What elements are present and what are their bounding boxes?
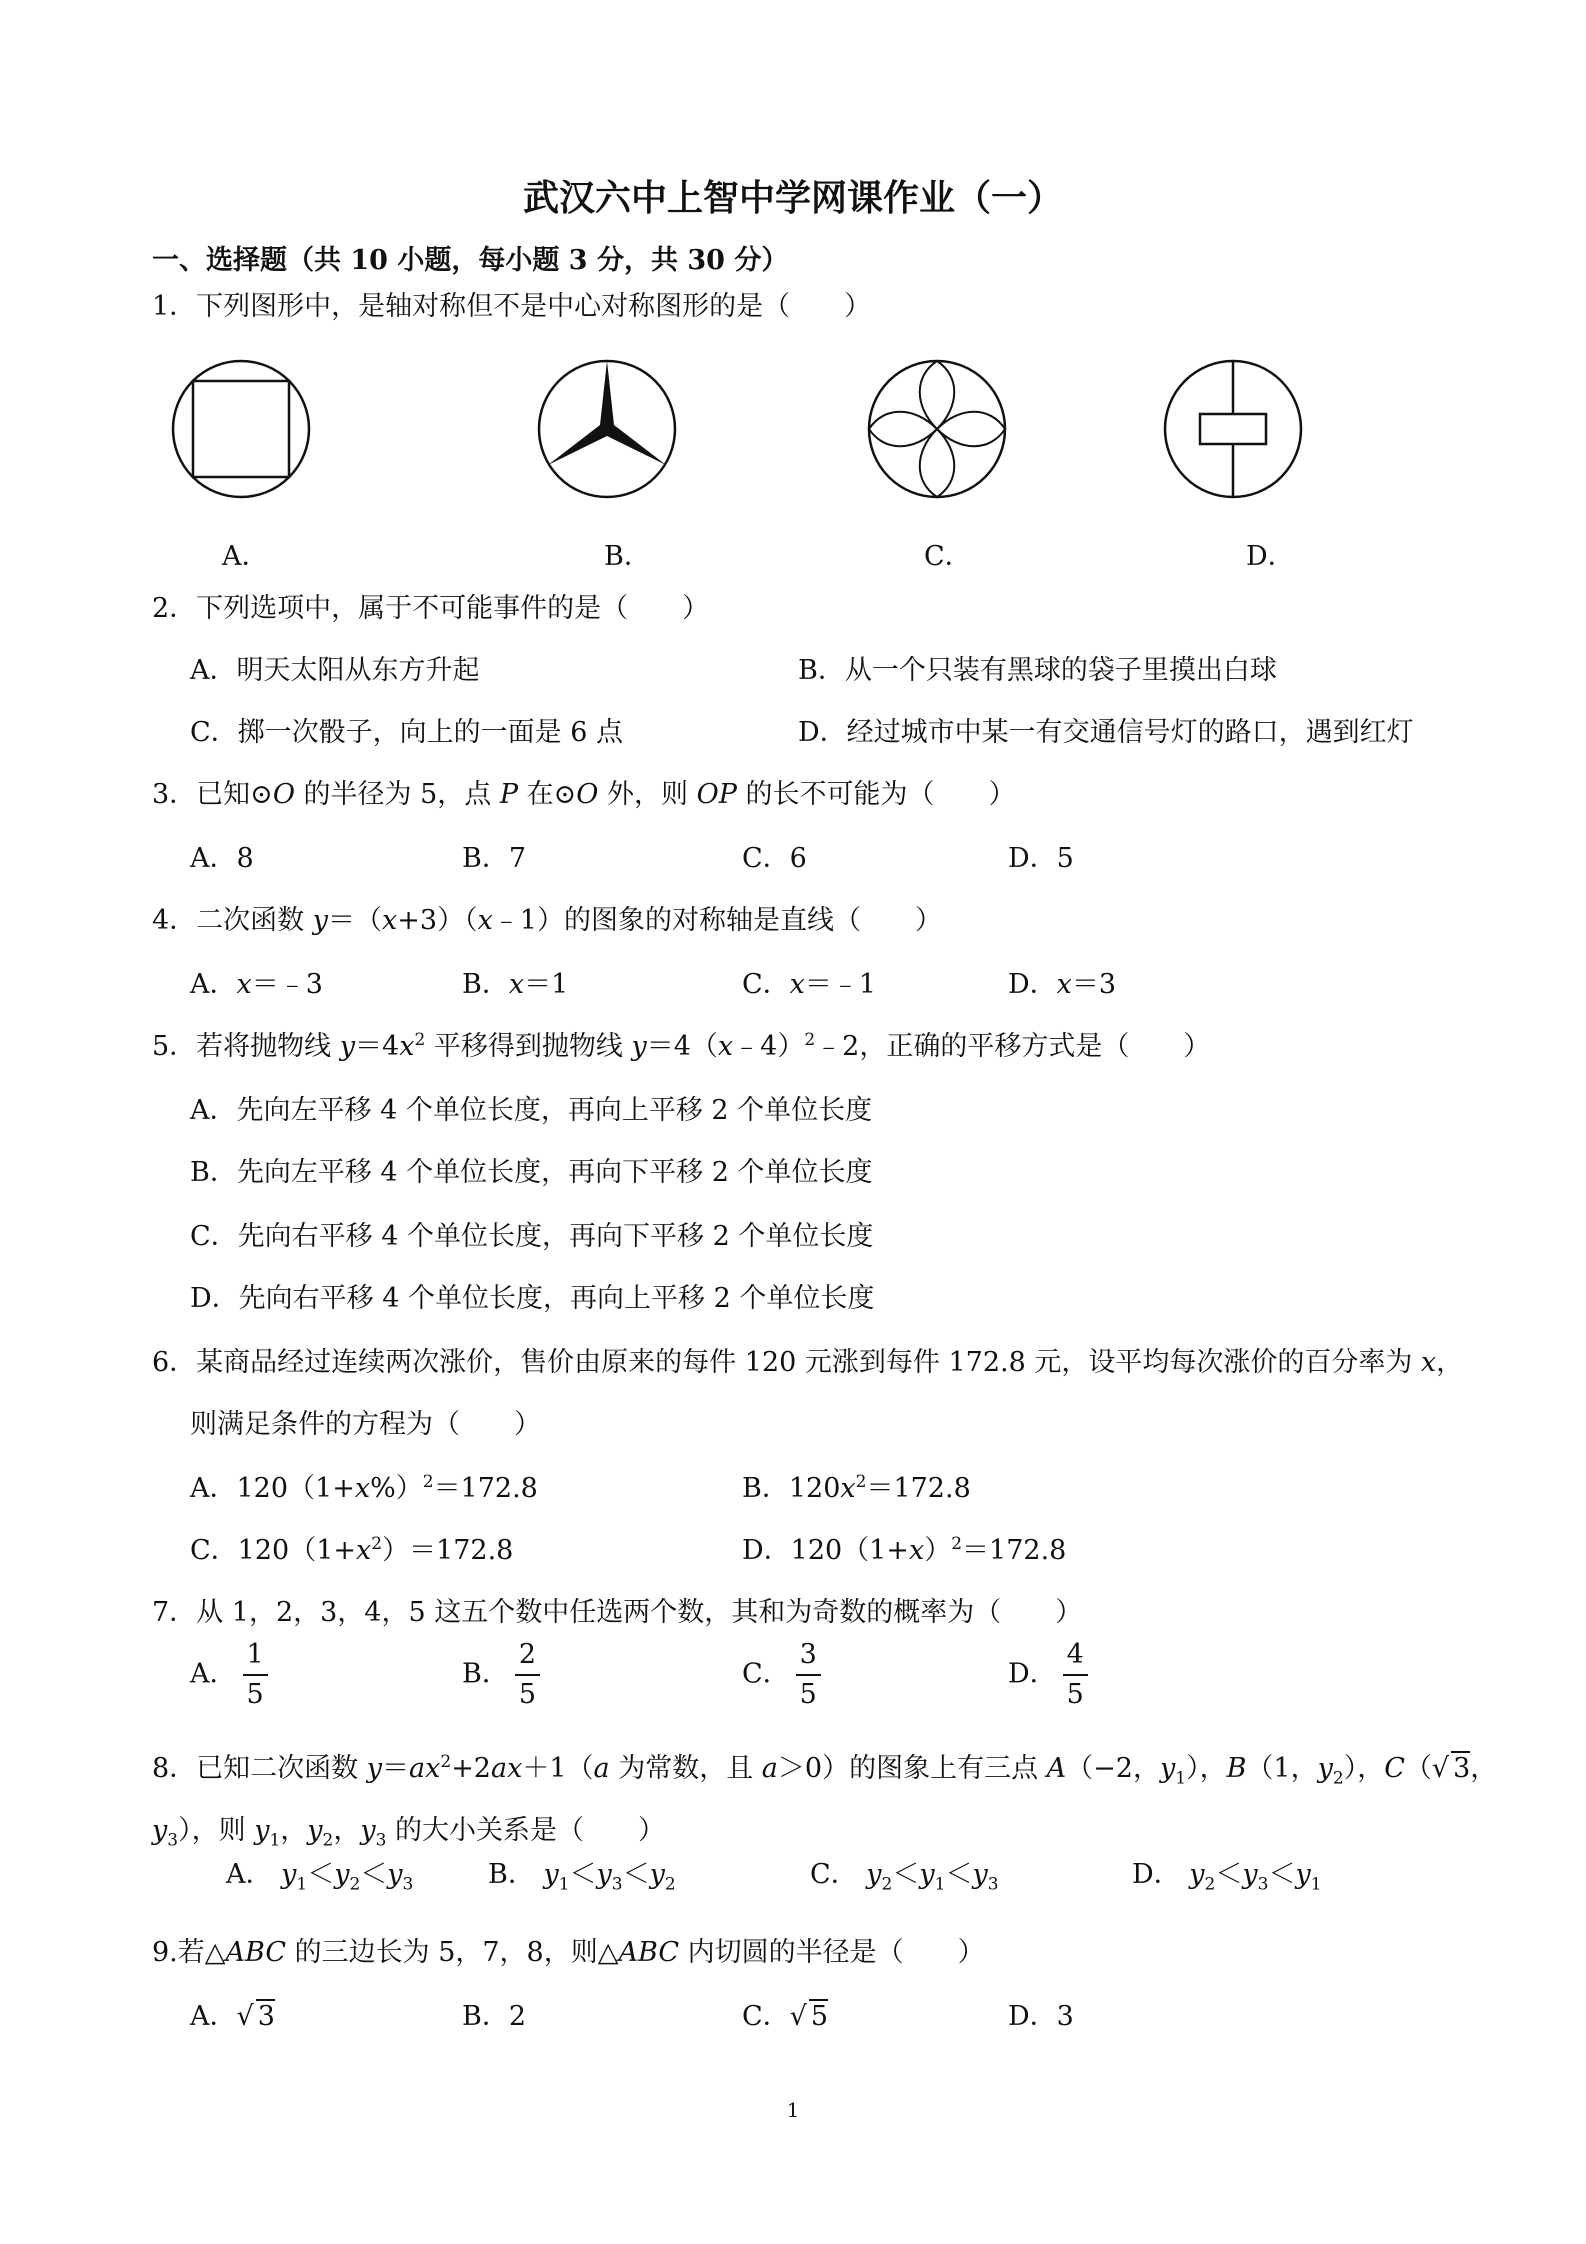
question-7-option-c: C． $\frac{3}{5}$ [742,1636,821,1714]
square-root: √ 3 [236,2001,275,2032]
question-8-stem-line-1: 8．已知二次函数 $y=ax^2+2ax+1(a$ 为常数，且 a＞0）的图象上有三点 A（−2，$y_1$），B（1，$y_2$），C（√ 3， [152,1752,1498,1789]
page-title: 武汉六中上智中学网课作业（一） [522,177,1063,219]
question-4-stem: 4．二次函数 y＝（x+3）（x﹣1）的图象的对称轴是直线（ ） [152,905,942,936]
figure-c-circle-petals [864,356,1010,502]
question-5-option-b: B．先向左平移 4 个单位长度，再向下平移 2 个单位长度 [190,1157,873,1188]
question-6-option-d: D．$120(1+x)^2=172.8$ [742,1534,1067,1566]
question-9-option-c: C．√ 5 [742,2001,829,2032]
question-4-option-c: C．x＝﹣1 [742,969,877,1000]
question-6-stem-line-2: 则满足条件的方程为（ ） [190,1409,541,1440]
question-5-option-c: C．先向右平移 4 个单位长度，再向下平移 2 个单位长度 [190,1221,874,1252]
question-2-option-a: A．明天太阳从东方升起 [190,655,480,686]
question-3-option-c: C．6 [742,843,807,874]
question-3-option-b: B．7 [462,843,527,874]
question-8-option-a: A． $y_1<y_2<y_3$ [226,1859,414,1895]
question-9-stem: 9.若△ABC 的三边长为 5，7，8，则△ABC 内切圆的半径是（ ） [152,1937,985,1968]
question-3-option-d: D．5 [1008,843,1074,874]
question-7-option-d: D． $\frac{4}{5}$ [1008,1636,1088,1714]
question-7-stem: 7．从 1，2，3，4，5 这五个数中任选两个数，其和为奇数的概率为（ ） [152,1597,1083,1628]
question-4-option-a: A．x＝﹣3 [190,969,323,1000]
question-8-option-d: D． $y_2<y_3<y_1$ [1132,1859,1322,1895]
fraction: $\frac{4}{5}$ [1063,1636,1088,1714]
question-2-option-d: D．经过城市中某一有交通信号灯的路口，遇到红灯 [798,717,1414,748]
fraction: $\frac{1}{5}$ [243,1636,268,1714]
question-7-option-a: A． $\frac{1}{5}$ [190,1636,268,1714]
figure-d-circle-rectangle [1160,356,1306,502]
question-9-option-b: B．2 [462,2001,527,2032]
question-5-stem: 5．若将抛物线 $y=4x^2$ 平移得到抛物线 y＝4（x﹣4）$^2$﹣2，正确的平移方式是（ ） [152,1030,1211,1062]
square-root: √ 3 [1431,1753,1471,1784]
question-1-stem: 1．下列图形中，是轴对称但不是中心对称图形的是（ ） [152,291,872,322]
question-2-stem: 2．下列选项中，属于不可能事件的是（ ） [152,593,710,624]
question-5-option-a: A．先向左平移 4 个单位长度，再向上平移 2 个单位长度 [190,1095,873,1126]
fraction: $\frac{2}{5}$ [515,1636,540,1714]
question-6-option-b: B．$120x^2=172.8$ [742,1472,971,1504]
question-8-option-c: C． $y_2<y_1<y_3$ [810,1859,999,1895]
square-root: √ 5 [789,2001,829,2032]
question-5-option-d: D．先向右平移 4 个单位长度，再向上平移 2 个单位长度 [190,1283,875,1314]
fraction: $\frac{3}{5}$ [796,1636,821,1714]
figure-a-circle-square [168,356,314,502]
question-3-stem: 3．已知⊙O 的半径为 5，点 P 在⊙O 外，则 OP 的长不可能为（ ） [152,779,1016,810]
question-6-stem-line-1: 6．某商品经过连续两次涨价，售价由原来的每件 120 元涨到每件 172.8 元，设平均每次涨价的百分率为 x， [152,1347,1464,1378]
question-2-option-b: B．从一个只装有黑球的袋子里摸出白球 [798,655,1277,686]
question-6-option-c: C．$120(1+x^2)=172.8$ [190,1534,514,1566]
figure-label-d: D． [1246,541,1295,572]
figure-b-circle-star [534,356,680,502]
question-9-option-d: D．3 [1008,2001,1074,2032]
question-4-option-d: D．x＝3 [1008,969,1117,1000]
page-number: 1 [786,2098,800,2122]
question-6-option-a: A．$120(1+x\%)^2=172.8$ [190,1472,538,1504]
figure-label-a: A． [222,541,269,572]
question-7-option-b: B． $\frac{2}{5}$ [462,1636,540,1714]
question-8-stem-line-2: $y_3$），则 $y_1$，$y_2$，$y_3$ 的大小关系是（ ） [152,1815,666,1851]
question-4-option-b: B．x＝1 [462,969,569,1000]
question-9-option-a: A．√ 3 [190,2001,275,2032]
question-3-option-a: A．8 [190,843,254,874]
question-8-option-b: B． $y_1<y_3<y_2$ [488,1859,676,1895]
question-2-option-c: C．掷一次骰子，向上的一面是 6 点 [190,717,624,748]
figure-label-b: B． [604,541,651,572]
figure-label-c: C． [924,541,972,572]
section-heading: 一、选择题（共 10 小题，每小题 3 分，共 30 分） [152,245,789,276]
